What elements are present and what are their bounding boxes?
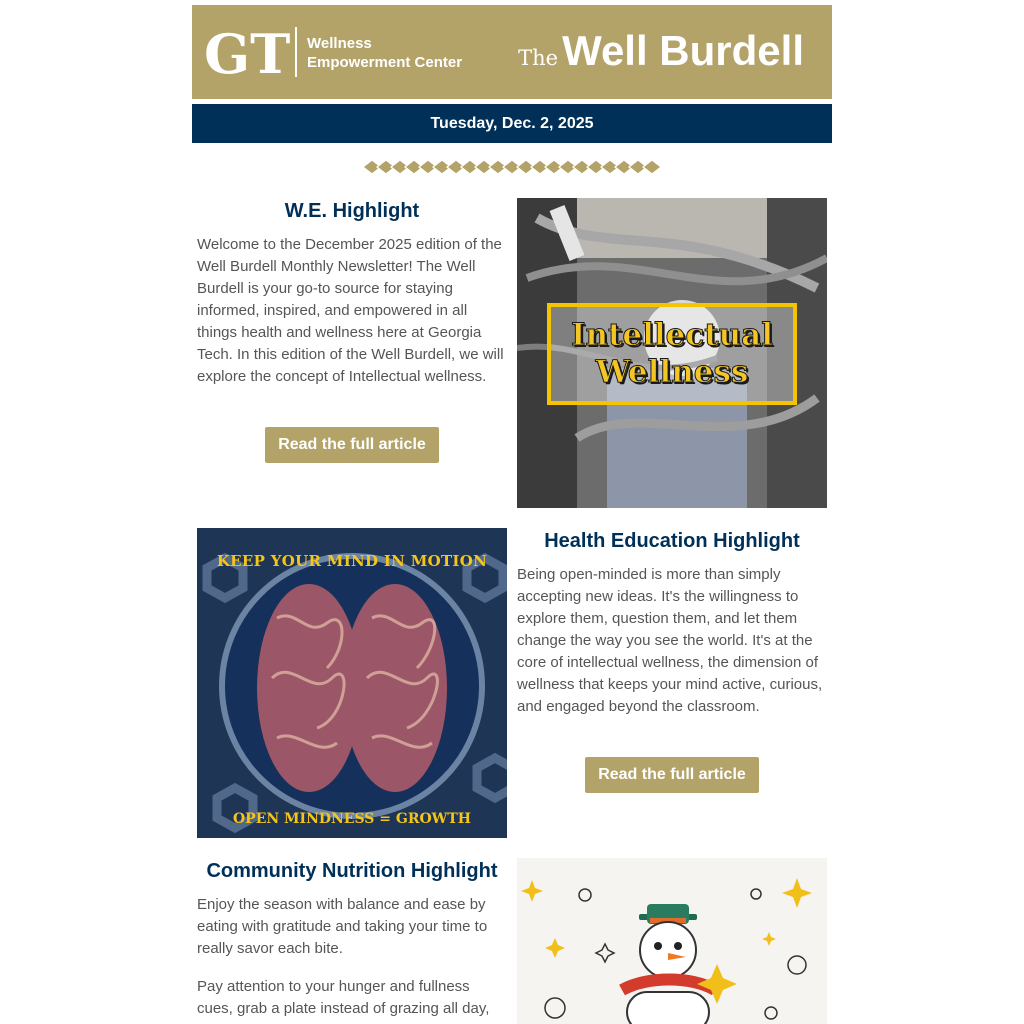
snowman-graphic <box>517 858 827 1024</box>
department-line-2: Empowerment Center <box>307 54 463 71</box>
date-bar <box>192 104 832 143</box>
community-nutrition-body-1: Enjoy the season with balance and ease by eating with gratitude and taking your time to really savor each bite. <box>197 896 488 957</box>
health-read-article-button[interactable]: Read the full article <box>585 757 759 793</box>
masthead-the: The <box>518 46 559 70</box>
health-education-body: Being open-minded is more than simply accepting new ideas. It's the willingness to explore them, question them, and let them change the way you see the world. It's at the core of intellectual wellness, the dimension of wellness that keeps your mind active, curious, and engaged beyond the classroom. <box>517 566 823 715</box>
health-education-heading: Health Education Highlight <box>544 530 800 552</box>
masthead <box>518 27 804 75</box>
masthead-title: Well Burdell <box>562 27 804 74</box>
community-nutrition-section <box>197 858 827 1024</box>
department-name <box>307 34 462 72</box>
health-education-section <box>197 528 827 838</box>
intellectual-wellness-title-box <box>547 303 797 405</box>
gt-logo-icon[interactable] <box>204 25 290 81</box>
ornament-divider <box>192 154 832 180</box>
we-highlight-section <box>197 198 827 508</box>
we-highlight-heading: W.E. Highlight <box>284 200 420 222</box>
brain-graphic <box>197 528 507 838</box>
ornament-diamond <box>643 160 661 174</box>
image-title-line-2: Wellness <box>595 354 749 390</box>
community-nutrition-text <box>197 858 507 1020</box>
intellectual-wellness-image[interactable] <box>517 198 827 508</box>
we-read-article-button[interactable]: Read the full article <box>265 427 439 463</box>
we-highlight-text <box>197 198 507 463</box>
department-line-1: Wellness <box>307 35 372 52</box>
brain-image[interactable] <box>197 528 507 838</box>
health-education-text <box>517 528 827 793</box>
brain-image-top-text: KEEP YOUR MIND IN MOTION <box>216 552 488 570</box>
newsletter-header <box>192 5 832 99</box>
newsletter <box>192 5 832 180</box>
issue-date: Tuesday, Dec. 2, 2025 <box>430 114 594 132</box>
image-title-line-1: Intellectual <box>571 317 773 353</box>
we-highlight-body: Welcome to the December 2025 edition of the Well Burdell Monthly Newsletter! The Well Burdell is your go-to source for staying informed, inspired, and empowered in all things health and wellness here at Georgia Tech. In this edition of the Well Burdell, we will explore the concept of Intellectual wellness. <box>197 236 504 385</box>
brain-image-bottom-text: OPEN MINDNESS = GROWTH <box>232 811 472 827</box>
gt-logo-text: GT <box>204 25 290 81</box>
community-nutrition-body-2: Pay attention to your hunger and fullness cues, grab a plate instead of grazing all day, <box>197 978 490 1017</box>
snowman-image[interactable] <box>517 858 827 1024</box>
logo-divider <box>295 27 297 77</box>
ornament-divider-icon <box>362 154 662 180</box>
community-nutrition-heading: Community Nutrition Highlight <box>206 860 498 882</box>
